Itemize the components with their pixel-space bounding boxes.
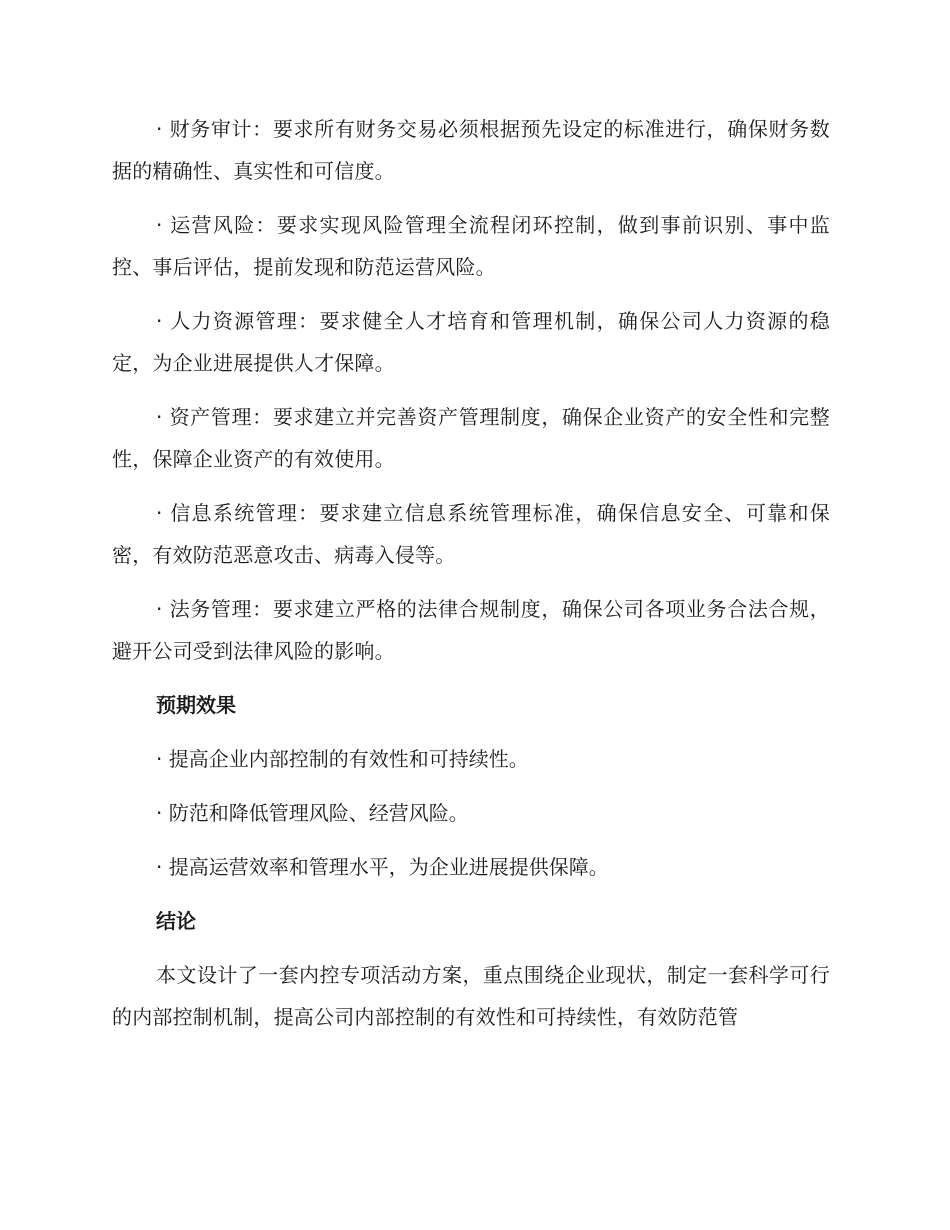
conclusion-heading: 结论 — [156, 909, 196, 933]
control-item-asset-management: · 资产管理：要求建立并完善资产管理制度，确保企业资产的安全性和完整性，保障企业资产的有效使用。 — [112, 405, 830, 471]
control-item-legal-affairs: · 法务管理：要求建立严格的法律合规制度，确保公司各项业务合法合规，避开公司受到法律风险的影响。 — [112, 597, 830, 663]
expected-item: · 提高运营效率和管理水平，为企业进展提供保障。 — [156, 855, 609, 879]
control-item-operational-risk: · 运营风险：要求实现风险管理全流程闭环控制，做到事前识别、事中监控、事后评估，提前发现和防范运营风险。 — [112, 213, 830, 279]
control-item-human-resources: · 人力资源管理：要求健全人才培育和管理机制，确保公司人力资源的稳定，为企业进展提供人才保障。 — [112, 309, 830, 375]
document-page — [112, 108, 830, 1050]
control-item-information-systems: · 信息系统管理：要求建立信息系统管理标准，确保信息安全、可靠和保密，有效防范恶意攻击、病毒入侵等。 — [112, 501, 830, 567]
expected-item: · 提高企业内部控制的有效性和可持续性。 — [156, 747, 529, 771]
control-item-finance-audit: · 财务审计：要求所有财务交易必须根据预先设定的标准进行，确保财务数据的精确性、真实性和可信度。 — [112, 117, 830, 183]
conclusion-text: 本文设计了一套内控专项活动方案，重点围绕企业现状，制定一套科学可行的内部控制机制，提高公司内部控制的有效性和可持续性，有效防范管 — [112, 963, 830, 1029]
expected-item: · 防范和降低管理风险、经营风险。 — [156, 801, 469, 825]
expected-effects-heading: 预期效果 — [156, 693, 236, 717]
